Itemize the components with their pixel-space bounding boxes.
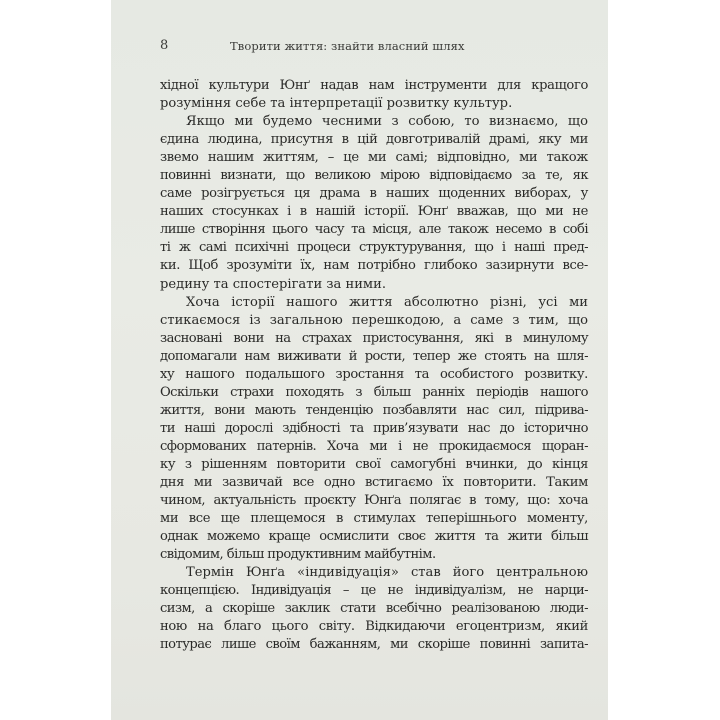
text-line: єдина людина, присутня в цій довготривалій драмі, яку ми — [160, 132, 588, 148]
text-line: чином, актуальність проєкту Юнґа полягає в тому, що: хоча — [160, 493, 588, 509]
text-line: концепцією. Індивідуація – це не індивідуалізм, не нарци- — [160, 583, 588, 599]
text-line: потурає лише своїм бажанням, ми скоріше повинні запита- — [160, 637, 588, 653]
page-number: 8 — [160, 38, 169, 53]
text-line: дня ми зазвичай все одно встигаємо їх повторити. Таким — [160, 475, 588, 491]
text-line: ти наші дорослі здібності та прив’язувати нас до історично — [160, 420, 588, 436]
running-head — [160, 38, 588, 58]
text-line: Якщо ми будемо чесними з собою, то визнаємо, що — [186, 114, 588, 130]
text-line: саме розігрується ця драма в наших щоденних виборах, у — [160, 186, 588, 202]
text-line: хідної культури Юнґ надав нам інструменти для кращого — [160, 78, 588, 93]
text-line: сформованих патернів. Хоча ми і не прокидаємося щоран- — [160, 438, 588, 454]
running-title: Творити життя: знайти власний шлях — [230, 39, 465, 53]
book-page — [111, 0, 608, 720]
text-line: засновані вони на страхах пристосування, які в минулому — [160, 330, 588, 346]
text-line: сизм, а скоріше заклик стати всебічно реалізованою люди- — [160, 601, 588, 617]
text-line: ною на благо цього світу. Відкидаючи егоцентризм, який — [160, 619, 588, 635]
text-line: Термін Юнґа «індивідуація» став його центральною — [186, 565, 588, 581]
paragraph — [160, 113, 588, 293]
text-line: лише створіння цього часу та місця, але також несемо в собі — [160, 222, 588, 238]
text-line: свідомим, більш продуктивним майбутнім. — [160, 547, 436, 563]
paragraph — [160, 294, 588, 565]
body-text — [160, 77, 588, 655]
text-line: ку з рішенням повторити свої самогубні вчинки, до кінця — [160, 456, 588, 472]
text-line: редину та спостерігати за ними. — [160, 276, 387, 292]
text-line: стикаємося із загальною перешкодою, а саме з тим, що — [160, 312, 588, 328]
paragraph — [160, 77, 588, 113]
text-line: ми все ще плещемося в стимулах теперішнього моменту, — [160, 511, 588, 527]
paragraph — [160, 564, 588, 654]
text-line: життя, вони мають тенденцію позбавляти нас сил, підрива- — [160, 402, 588, 418]
text-line: Хоча історії нашого життя абсолютно різні, усі ми — [186, 294, 588, 310]
text-line: повинні визнати, що великою мірою відповідаємо за те, як — [160, 168, 588, 184]
text-line: звемо нашим життям, – це ми самі; відповідно, ми також — [160, 150, 588, 166]
text-line: ху нашого подальшого зростання та особистого розвитку. — [160, 366, 588, 382]
text-line: Оскільки страхи походять з більш ранніх періодів нашого — [160, 384, 588, 400]
text-line: однак можемо краще осмислити своє життя та жити більш — [160, 529, 588, 545]
text-line: наших стосунках і в нашій історії. Юнґ вважав, що ми не — [160, 204, 588, 220]
text-line: ті ж самі психічні процеси структурування, що і наші пред- — [160, 240, 588, 256]
text-line: ки. Щоб зрозуміти їх, нам потрібно глибоко зазирнути все- — [160, 258, 588, 274]
text-line: допомагали нам виживати й рости, тепер же стоять на шля- — [160, 348, 588, 364]
text-line: розуміння себе та інтерпретації розвитку культур. — [160, 96, 513, 112]
